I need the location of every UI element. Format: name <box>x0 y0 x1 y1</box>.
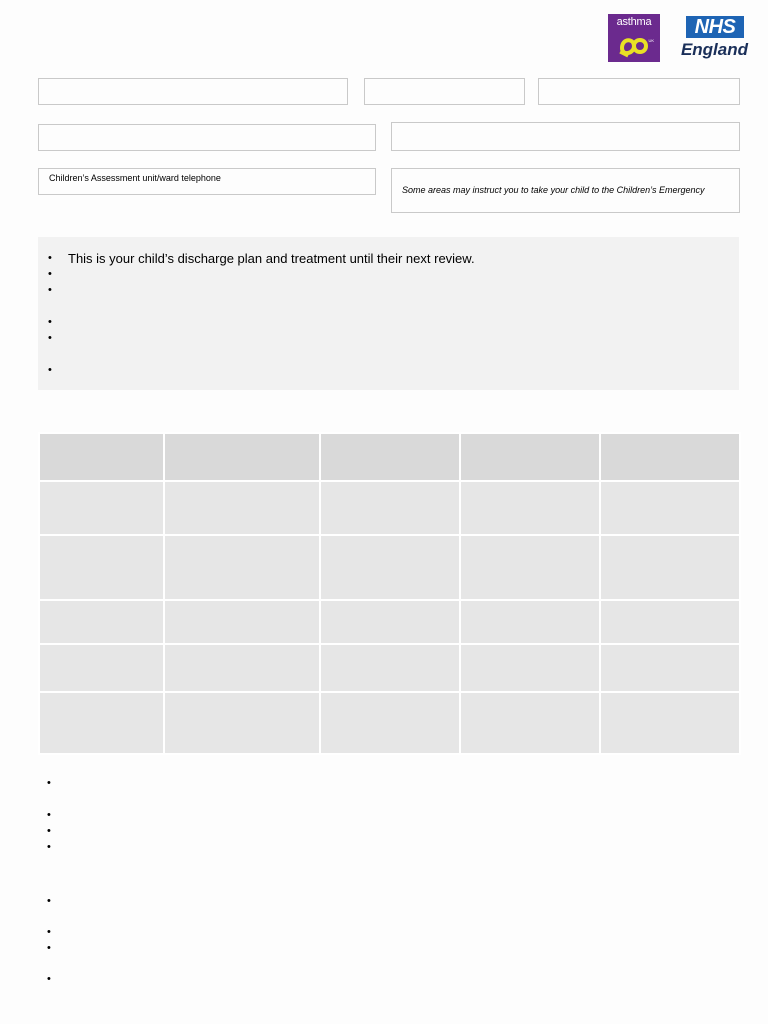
table-cell[interactable] <box>164 692 320 754</box>
bullet-dot: • <box>48 316 52 328</box>
asthma-logo-uk: UK <box>648 38 654 43</box>
list-item-bullet: • <box>47 841 51 853</box>
table-cell[interactable] <box>460 600 600 644</box>
table-row <box>39 600 740 644</box>
table-header-cell <box>39 433 164 481</box>
emergency-note-text: Some areas may instruct you to take your child to the Children’s Emergency <box>402 185 705 195</box>
nhs-england-label: England <box>680 40 748 59</box>
ward-telephone-field[interactable] <box>38 168 376 195</box>
table-cell[interactable] <box>39 535 164 600</box>
nhs-logo: NHS <box>686 16 744 38</box>
ward-telephone-label: Children’s Assessment unit/ward telephone <box>49 173 221 183</box>
table-cell[interactable] <box>600 600 740 644</box>
table-cell[interactable] <box>320 535 460 600</box>
list-item-bullet: • <box>47 895 51 907</box>
discharge-info-panel <box>38 237 739 390</box>
table-cell[interactable] <box>600 692 740 754</box>
asthma-logo-word: asthma <box>616 16 652 28</box>
table-cell[interactable] <box>600 481 740 535</box>
panel-bullet-text: This is your child’s discharge plan and treatment until their next review. <box>68 251 475 266</box>
table-row <box>39 535 740 600</box>
list-item-bullet: • <box>47 825 51 837</box>
emergency-note-box <box>391 168 740 213</box>
table-cell[interactable] <box>320 644 460 692</box>
table-header-cell <box>164 433 320 481</box>
bullet-dot: • <box>48 332 52 344</box>
table-cell[interactable] <box>164 600 320 644</box>
table-cell[interactable] <box>460 535 600 600</box>
list-item-bullet: • <box>47 973 51 985</box>
table-header-row <box>39 433 740 481</box>
table-cell[interactable] <box>460 644 600 692</box>
bullet-dot: • <box>48 364 52 376</box>
table-cell[interactable] <box>164 481 320 535</box>
list-item-bullet: • <box>47 942 51 954</box>
table-row <box>39 481 740 535</box>
table-cell[interactable] <box>320 692 460 754</box>
consultant-field[interactable] <box>38 124 376 151</box>
table-row <box>39 644 740 692</box>
table-header-cell <box>460 433 600 481</box>
table-cell[interactable] <box>320 600 460 644</box>
table-header-cell <box>320 433 460 481</box>
table-header-cell <box>600 433 740 481</box>
list-item-bullet: • <box>47 926 51 938</box>
table-row <box>39 692 740 754</box>
knot-icon <box>618 34 650 58</box>
hospital-number-field[interactable] <box>538 78 740 105</box>
child-name-field[interactable] <box>38 78 348 105</box>
table-cell[interactable] <box>164 535 320 600</box>
date-of-birth-field[interactable] <box>364 78 525 105</box>
table-cell[interactable] <box>460 481 600 535</box>
list-item-bullet: • <box>47 777 51 789</box>
treatment-table <box>38 432 739 755</box>
table-cell[interactable] <box>600 535 740 600</box>
asthma-uk-logo <box>608 14 660 62</box>
table-cell[interactable] <box>39 644 164 692</box>
bullet-dot: • <box>48 284 52 296</box>
table-cell[interactable] <box>39 600 164 644</box>
bullet-dot: • <box>48 252 52 264</box>
table-cell[interactable] <box>39 692 164 754</box>
list-item-bullet: • <box>47 809 51 821</box>
gp-field[interactable] <box>391 122 740 151</box>
table-cell[interactable] <box>600 644 740 692</box>
table-cell[interactable] <box>164 644 320 692</box>
table-cell[interactable] <box>460 692 600 754</box>
table-cell[interactable] <box>39 481 164 535</box>
table-cell[interactable] <box>320 481 460 535</box>
bullet-dot: • <box>48 268 52 280</box>
